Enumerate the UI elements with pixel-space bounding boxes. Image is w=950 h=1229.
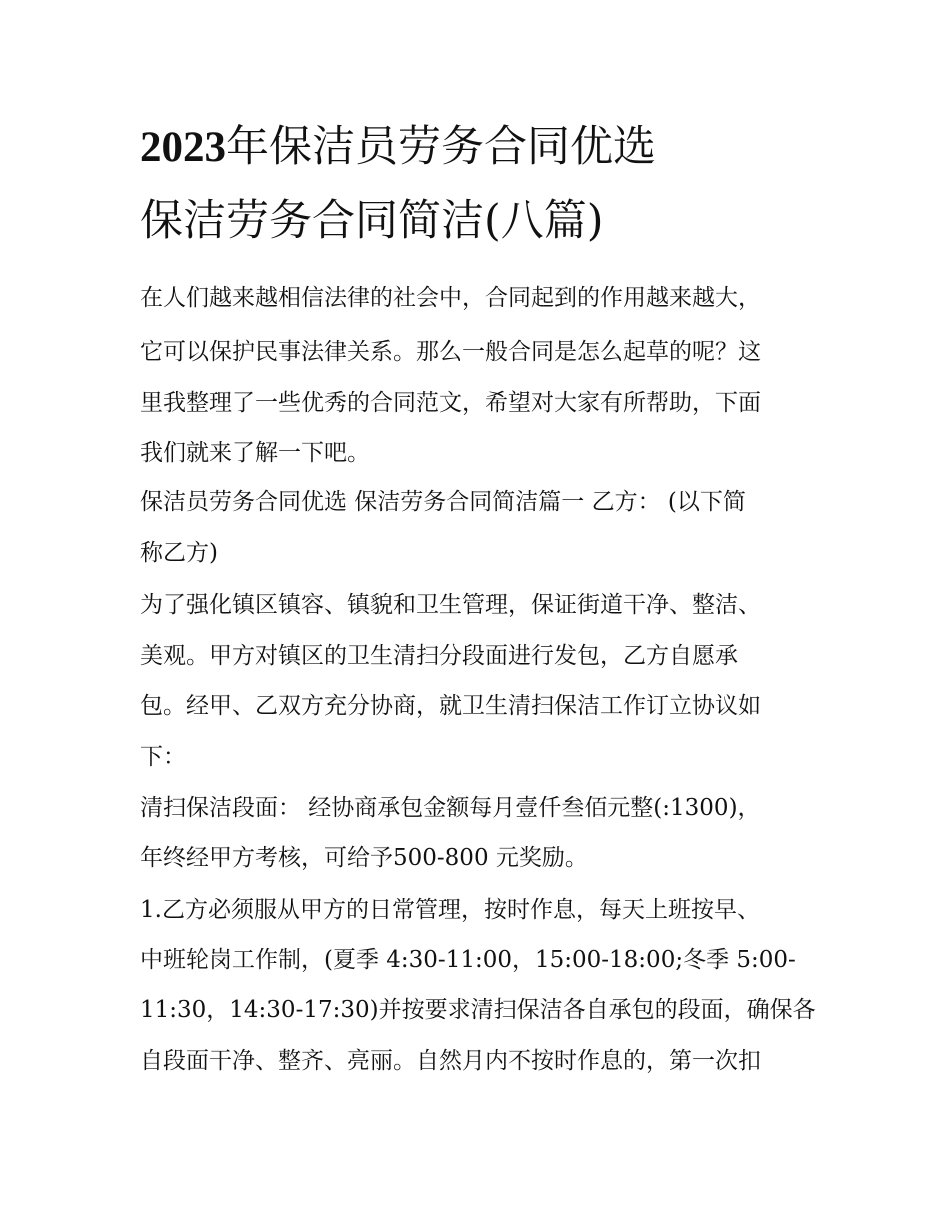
body-line: 包。经甲、乙双方充分协商，就卫生清扫保洁工作订立协议如	[140, 693, 761, 719]
document-title-line-1	[140, 122, 840, 174]
body-line: 自段面干净、整齐、亮丽。自然月内不按时作息的，第一次扣	[140, 1048, 761, 1074]
body-line: 里我整理了一些优秀的合同范文，希望对大家有所帮助，下面	[140, 390, 761, 416]
body-line: 下：	[140, 744, 186, 770]
body-line: 清扫保洁段面： 经协商承包金额每月壹仟叁佰元整(:1300)，	[140, 795, 761, 821]
body-line: 1.乙方必须服从甲方的日常管理，按时作息，每天上班按早、	[140, 897, 760, 923]
body-line: 中班轮岗工作制，(夏季 4:30-11:00，15:00-18:00;冬季 5:00-	[140, 947, 796, 973]
body-line: 11:30，14:30-17:30)并按要求清扫保洁各自承包的段面，确保各	[140, 997, 816, 1023]
body-line: 我们就来了解一下吧。	[140, 440, 370, 466]
body-line: 它可以保护民事法律关系。那么一般合同是怎么起草的呢？这	[140, 339, 761, 365]
body-line: 保洁员劳务合同优选 保洁劳务合同简洁篇一 乙方： (以下简	[140, 489, 746, 515]
body-line: 为了强化镇区镇容、镇貌和卫生管理，保证街道干净、整洁、	[140, 592, 761, 618]
body-line: 在人们越来越相信法律的社会中，合同起到的作用越来越大，	[140, 285, 761, 311]
body-line: 年终经甲方考核，可给予500-800 元奖励。	[140, 845, 588, 871]
body-line: 美观。甲方对镇区的卫生清扫分段面进行发包，乙方自愿承	[140, 643, 738, 669]
title-line-1-text: 年保洁员劳务合同优选	[226, 122, 656, 172]
document-title-line-2: 保洁劳务合同简洁(八篇)	[140, 196, 604, 246]
title-year: 2023	[140, 124, 226, 171]
body-line: 称乙方)	[140, 540, 218, 566]
